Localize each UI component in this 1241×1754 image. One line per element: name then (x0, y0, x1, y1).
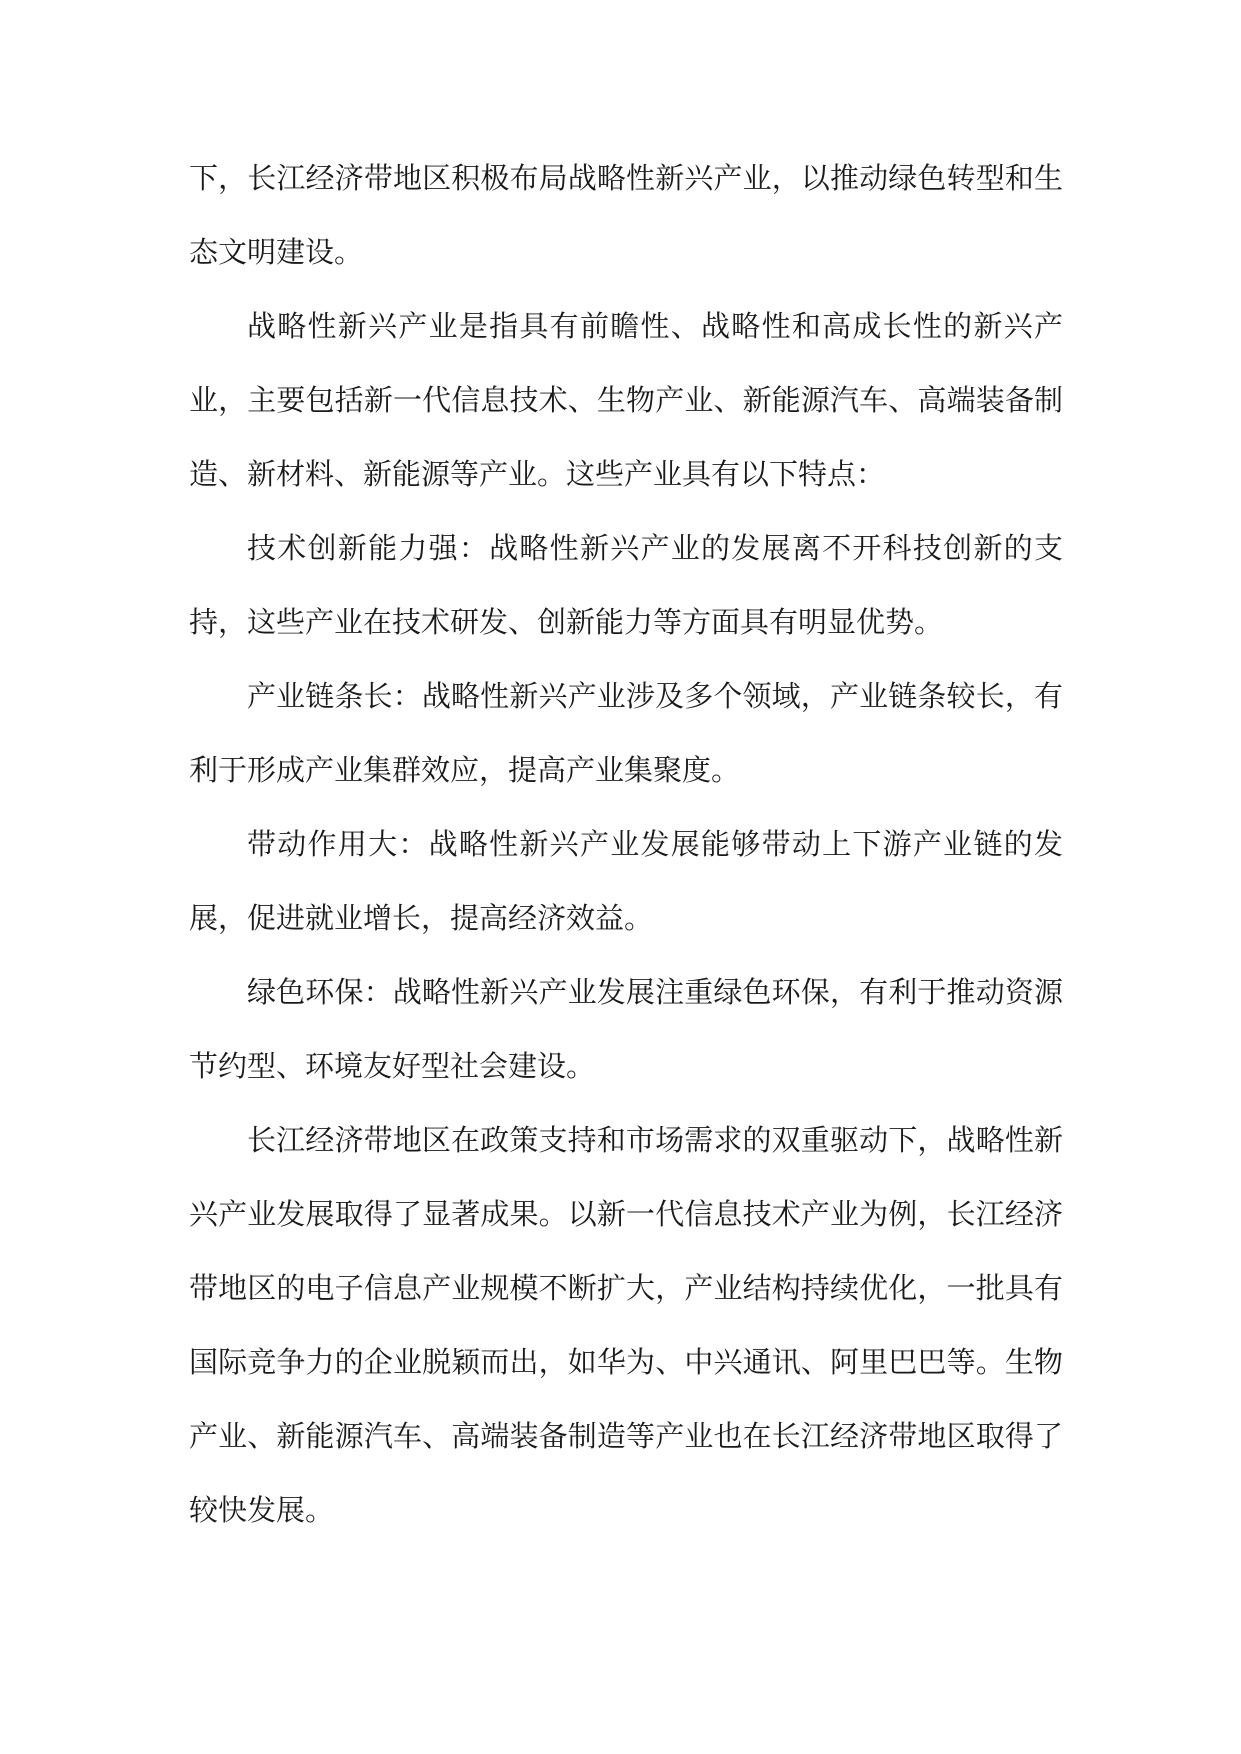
paragraph-feature-innovation: 技术创新能力强：战略性新兴产业的发展离不开科技创新的支持，这些产业在技术研发、创新能力等方面具有明显优势。 (189, 531, 1063, 639)
paragraph-feature-chain: 产业链条长：战略性新兴产业涉及多个领域，产业链条较长，有利于形成产业集群效应，提高产业集聚度。 (189, 679, 1063, 787)
paragraph-feature-green: 绿色环保：战略性新兴产业发展注重绿色环保，有利于推动资源节约型、环境友好型社会建设。 (189, 975, 1063, 1083)
document-body (189, 141, 1063, 1547)
paragraph-definition: 战略性新兴产业是指具有前瞻性、战略性和高成长性的新兴产业，主要包括新一代信息技术、生物产业、新能源汽车、高端装备制造、新材料、新能源等产业。这些产业具有以下特点： (189, 309, 1063, 491)
paragraph-feature-driving: 带动作用大：战略性新兴产业发展能够带动上下游产业链的发展，促进就业增长，提高经济效益。 (189, 827, 1063, 935)
paragraph-achievements: 长江经济带地区在政策支持和市场需求的双重驱动下，战略性新兴产业发展取得了显著成果。以新一代信息技术产业为例，长江经济带地区的电子信息产业规模不断扩大，产业结构持续优化，一批具有国际竞争力的企业脱颖而出，如华为、中兴通讯、阿里巴巴等。生物产业、新能源汽车、高端装备制造等产业也在长江经济带地区取得了较快发展。 (189, 1123, 1063, 1527)
paragraph-continuation: 下，长江经济带地区积极布局战略性新兴产业，以推动绿色转型和生态文明建设。 (189, 161, 1063, 269)
